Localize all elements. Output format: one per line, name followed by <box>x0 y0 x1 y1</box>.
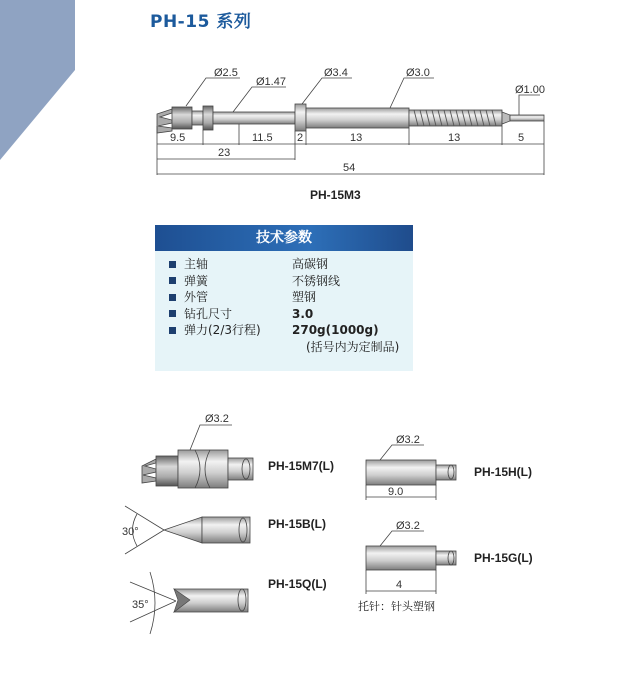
spec-note: (括号内为定制品) <box>306 339 400 354</box>
g-dim: Ø3.2 <box>396 520 420 532</box>
spec-value: 高碳钢 <box>292 257 329 271</box>
spec-row <box>169 289 413 306</box>
spec-key: 弹簧 <box>184 273 209 288</box>
spec-heading: 技术参数 <box>155 225 413 251</box>
b-angle: 30° <box>122 526 139 538</box>
q-name: PH-15Q(L) <box>268 577 327 591</box>
spec-row <box>169 256 413 273</box>
dim-l13b: 13 <box>448 132 461 144</box>
spec-key: 主轴 <box>184 257 209 271</box>
spec-value: 不锈钢线 <box>292 273 341 288</box>
dim-l13a: 13 <box>350 132 363 144</box>
spec-value: 270g(1000g) <box>292 323 379 337</box>
spec-row <box>169 306 413 323</box>
dim-l115: 11.5 <box>252 132 273 144</box>
m7-name: PH-15M7(L) <box>268 459 335 473</box>
dim-d30: Ø3.0 <box>406 67 430 79</box>
spec-key: 弹力(2/3行程) <box>184 323 261 337</box>
g-name: PH-15G(L) <box>474 551 533 565</box>
dim-l23: 23 <box>218 147 231 159</box>
spec-value: 3.0 <box>292 306 314 321</box>
h-name: PH-15H(L) <box>474 465 533 479</box>
spec-value: 塑钢 <box>292 290 317 304</box>
spec-key: 外管 <box>184 290 209 304</box>
spec-key: 钻孔尺寸 <box>184 306 233 321</box>
variant-h <box>366 434 532 500</box>
variant-m7 <box>142 413 334 488</box>
dim-l95: 9.5 <box>170 132 186 144</box>
spec-row <box>169 273 413 290</box>
variant-g <box>366 520 533 594</box>
dim-d25: Ø2.5 <box>214 67 238 79</box>
b-name: PH-15B(L) <box>268 517 327 531</box>
dim-d100: Ø1.00 <box>515 84 545 96</box>
h-len: 9.0 <box>388 486 404 498</box>
bullet-icon <box>169 261 176 268</box>
g-len: 4 <box>396 579 403 591</box>
dim-l5: 5 <box>518 132 525 144</box>
caption: 托针：针头塑钢 <box>358 600 435 613</box>
bullet-icon <box>169 277 176 284</box>
q-angle: 35° <box>132 599 149 611</box>
main-probe <box>157 104 544 133</box>
bullet-icon <box>169 310 176 317</box>
bullet-icon <box>169 294 176 301</box>
spec-panel <box>155 225 413 371</box>
dim-l54: 54 <box>343 162 356 174</box>
h-dim: Ø3.2 <box>396 434 420 446</box>
spec-row <box>169 322 413 339</box>
page-title: PH-15 系列 <box>150 12 252 32</box>
bullet-icon <box>169 327 176 334</box>
variant-b <box>122 506 326 554</box>
dim-d34: Ø3.4 <box>324 67 348 79</box>
dim-d147: Ø1.47 <box>256 76 286 88</box>
variant-q <box>130 572 327 634</box>
main-model-label: PH-15M3 <box>310 188 361 202</box>
m7-dim: Ø3.2 <box>205 413 229 425</box>
spec-rows <box>155 251 413 355</box>
dim-l2: 2 <box>297 132 304 144</box>
